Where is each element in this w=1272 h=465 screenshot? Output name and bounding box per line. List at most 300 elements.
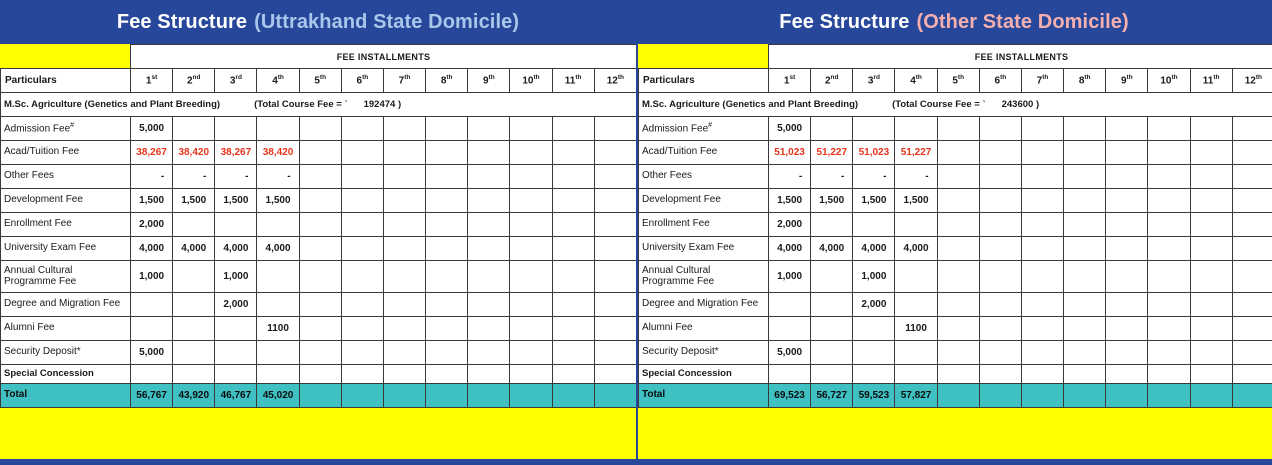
cell-installment-6 [341,293,383,317]
cell-installment-11 [1190,117,1232,141]
cell-installment-11 [1190,141,1232,165]
cell-installment-10 [1148,293,1190,317]
cell-installment-1: 2,000 [131,213,173,237]
cell-installment-10 [510,189,552,213]
cell-installment-12 [594,189,636,213]
cell-installment-4: 38,420 [257,141,299,165]
cell-installment-7 [1021,317,1063,341]
cell-installment-11 [1190,365,1232,384]
course-title-cell [1,93,637,117]
cell-installment-2: 4,000 [811,237,853,261]
cell-installment-11 [1190,341,1232,365]
cell-installment-8 [426,341,468,365]
cell-installment-12 [594,365,636,384]
total-course-fee-value: 192474 [363,99,396,110]
cell-installment-11 [552,293,594,317]
total-label: Total [639,384,769,408]
cell-installment-9 [468,261,510,293]
cell-installment-4 [895,293,937,317]
cell-installment-10 [1148,261,1190,293]
table-row [639,117,1272,141]
column-header-installment-11th: 11th [552,69,594,93]
column-header-installment-8th: 8th [1064,69,1106,93]
cell-installment-9 [1106,261,1148,293]
cell-installment-11 [1190,213,1232,237]
cell-installment-10 [510,261,552,293]
column-header-installment-12th: 12th [1232,69,1272,93]
cell-installment-1: 1,500 [769,189,811,213]
cell-installment-7 [383,165,425,189]
row-label: Admission Fee# [639,117,769,141]
cell-installment-2: - [811,165,853,189]
cell-installment-2 [811,365,853,384]
cell-installment-2: 38,420 [173,141,215,165]
cell-installment-9 [1106,365,1148,384]
cell-installment-9 [468,189,510,213]
cell-installment-3: - [853,165,895,189]
course-title-row [639,93,1272,117]
cell-installment-12 [1232,117,1272,141]
cell-installment-4 [257,213,299,237]
cell-installment-2 [811,261,853,293]
course-name: M.Sc. Agriculture (Genetics and Plant Breeding) [642,99,859,110]
cell-installment-1: 5,000 [131,341,173,365]
total-installment-8 [1064,384,1106,408]
rupee-symbol: ` [982,100,986,110]
total-installment-11 [552,384,594,408]
column-header-installment-6th: 6th [979,69,1021,93]
row-label: Enrollment Fee [639,213,769,237]
cell-installment-12 [594,117,636,141]
cell-installment-9 [1106,189,1148,213]
banner-row [1,45,637,69]
total-installment-4: 57,827 [895,384,937,408]
total-installment-7 [383,384,425,408]
row-label: Development Fee [639,189,769,213]
cell-installment-3 [853,213,895,237]
row-label: Development Fee [1,189,131,213]
cell-installment-9 [1106,237,1148,261]
cell-installment-8 [1064,237,1106,261]
cell-installment-5 [299,317,341,341]
total-installment-3: 46,767 [215,384,257,408]
total-installment-4: 45,020 [257,384,299,408]
cell-installment-8 [426,117,468,141]
cell-installment-10 [1148,213,1190,237]
cell-installment-3: 1,500 [853,189,895,213]
cell-installment-11 [1190,261,1232,293]
cell-installment-10 [510,165,552,189]
cell-installment-4 [895,117,937,141]
cell-installment-5 [937,261,979,293]
column-header-installment-2nd: 2nd [173,69,215,93]
row-label: Alumni Fee [639,317,769,341]
cell-installment-5 [937,341,979,365]
table-row [639,317,1272,341]
cell-installment-11 [1190,189,1232,213]
table-row [639,141,1272,165]
course-title-row [1,93,637,117]
cell-installment-1: - [131,165,173,189]
cell-installment-5 [937,213,979,237]
cell-installment-5 [299,293,341,317]
cell-installment-5 [299,117,341,141]
course-name: M.Sc. Agriculture (Genetics and Plant Breeding) [4,99,221,110]
banner-spacer [639,45,769,69]
cell-installment-1: 5,000 [769,341,811,365]
column-header-installment-5th: 5th [299,69,341,93]
cell-installment-8 [426,237,468,261]
row-label: Acad/Tuition Fee [639,141,769,165]
table-row [1,165,637,189]
cell-installment-8 [1064,317,1106,341]
cell-installment-3 [215,213,257,237]
table-row [1,317,637,341]
cell-installment-6 [341,341,383,365]
cell-installment-12 [1232,213,1272,237]
cell-installment-11 [1190,237,1232,261]
cell-installment-9 [1106,341,1148,365]
cell-installment-10 [510,141,552,165]
cell-installment-8 [1064,293,1106,317]
row-label: University Exam Fee [639,237,769,261]
cell-installment-9 [1106,213,1148,237]
table-row [1,141,637,165]
cell-installment-2 [811,317,853,341]
cell-installment-5 [299,189,341,213]
row-label: Enrollment Fee [1,213,131,237]
cell-installment-1: 4,000 [131,237,173,261]
column-header-installment-9th: 9th [1106,69,1148,93]
cell-installment-6 [979,141,1021,165]
cell-installment-11 [1190,293,1232,317]
cell-installment-1: 4,000 [769,237,811,261]
cell-installment-3: 1,000 [853,261,895,293]
cell-installment-4: 1,500 [257,189,299,213]
cell-installment-4: 4,000 [895,237,937,261]
cell-installment-2: 1,500 [173,189,215,213]
cell-installment-4: 1100 [895,317,937,341]
cell-installment-3: 1,000 [215,261,257,293]
table-row [639,213,1272,237]
cell-installment-1 [769,317,811,341]
cell-installment-9 [468,237,510,261]
cell-installment-7 [383,117,425,141]
table-row [639,189,1272,213]
cell-installment-7 [383,237,425,261]
cell-installment-3 [853,365,895,384]
cell-installment-11 [552,213,594,237]
cell-installment-6 [979,261,1021,293]
total-course-fee-close: ) [1033,99,1040,110]
left-title-main: Fee Structure [116,10,248,33]
cell-installment-7 [1021,341,1063,365]
cell-installment-4: 1100 [257,317,299,341]
cell-installment-10 [1148,237,1190,261]
cell-installment-6 [341,165,383,189]
total-installment-12 [594,384,636,408]
cell-installment-6 [341,213,383,237]
cell-installment-6 [979,341,1021,365]
cell-installment-12 [594,293,636,317]
cell-installment-10 [1148,341,1190,365]
cell-installment-10 [1148,165,1190,189]
row-label: Other Fees [639,165,769,189]
cell-installment-6 [979,237,1021,261]
cell-installment-8 [426,365,468,384]
table-row [639,237,1272,261]
cell-installment-6 [979,165,1021,189]
cell-installment-9 [468,341,510,365]
total-installment-8 [426,384,468,408]
row-label: Admission Fee# [1,117,131,141]
cell-installment-10 [510,293,552,317]
cell-installment-2: 4,000 [173,237,215,261]
cell-installment-8 [426,317,468,341]
total-row [639,384,1272,408]
cell-installment-8 [1064,189,1106,213]
total-course-fee-value: 243600 [1001,99,1034,110]
table-row [1,341,637,365]
cell-installment-7 [383,341,425,365]
cell-installment-12 [1232,165,1272,189]
column-header-row [1,69,637,93]
cell-installment-2: 51,227 [811,141,853,165]
table-row [1,237,637,261]
table-row [1,365,637,384]
cell-installment-7 [1021,141,1063,165]
cell-installment-3 [215,341,257,365]
cell-installment-12 [594,165,636,189]
row-label: University Exam Fee [1,237,131,261]
row-label: Degree and Migration Fee [1,293,131,317]
cell-installment-6 [979,189,1021,213]
row-label: Acad/Tuition Fee [1,141,131,165]
cell-installment-12 [1232,237,1272,261]
cell-installment-10 [510,365,552,384]
cell-installment-5 [937,165,979,189]
cell-installment-4: - [895,165,937,189]
cell-installment-9 [1106,293,1148,317]
column-header-installment-1st: 1st [131,69,173,93]
cell-installment-5 [937,293,979,317]
column-header-installment-6th: 6th [341,69,383,93]
fee-installments-banner: FEE INSTALLMENTS [131,45,637,69]
table-row [639,165,1272,189]
column-header-installment-7th: 7th [1021,69,1063,93]
cell-installment-3 [853,317,895,341]
cell-installment-3: 2,000 [215,293,257,317]
column-header-installment-9th: 9th [468,69,510,93]
cell-installment-10 [510,341,552,365]
cell-installment-2: 1,500 [811,189,853,213]
cell-installment-11 [552,365,594,384]
left-title [0,0,636,44]
cell-installment-7 [383,141,425,165]
cell-installment-8 [426,165,468,189]
row-label: Alumni Fee [1,317,131,341]
cell-installment-5 [937,365,979,384]
row-label: Other Fees [1,165,131,189]
cell-installment-3: 38,267 [215,141,257,165]
cell-installment-2 [173,341,215,365]
cell-installment-9 [468,317,510,341]
cell-installment-11 [1190,317,1232,341]
column-header-installment-11th: 11th [1190,69,1232,93]
course-title-cell [639,93,1272,117]
cell-installment-5 [937,117,979,141]
column-header-installment-3rd: 3rd [215,69,257,93]
cell-installment-2 [811,117,853,141]
table-row [1,117,637,141]
cell-installment-2 [173,317,215,341]
cell-installment-4: 4,000 [257,237,299,261]
cell-installment-12 [594,237,636,261]
cell-installment-8 [426,293,468,317]
total-installment-10 [510,384,552,408]
cell-installment-12 [1232,365,1272,384]
cell-installment-6 [341,317,383,341]
cell-installment-3: 1,500 [215,189,257,213]
cell-installment-3 [215,317,257,341]
cell-installment-1: 1,000 [769,261,811,293]
cell-installment-4 [257,117,299,141]
cell-installment-9 [468,213,510,237]
total-installment-3: 59,523 [853,384,895,408]
table-row [1,293,637,317]
cell-installment-3 [853,117,895,141]
table-row [639,341,1272,365]
column-header-installment-4th: 4th [257,69,299,93]
cell-installment-5 [299,165,341,189]
cell-installment-1: 2,000 [769,213,811,237]
cell-installment-2 [173,293,215,317]
cell-installment-8 [1064,117,1106,141]
total-course-fee-label: (Total Course Fee = [892,99,983,110]
cell-installment-10 [1148,365,1190,384]
cell-installment-3: - [215,165,257,189]
total-installment-1: 69,523 [769,384,811,408]
cell-installment-6 [341,261,383,293]
total-installment-7 [1021,384,1063,408]
table-row [639,293,1272,317]
cell-installment-11 [552,141,594,165]
cell-installment-2 [173,261,215,293]
row-label: Degree and Migration Fee [639,293,769,317]
cell-installment-4 [257,341,299,365]
column-header-installment-1st: 1st [769,69,811,93]
cell-installment-7 [383,213,425,237]
banner-spacer [1,45,131,69]
cell-installment-7 [1021,165,1063,189]
cell-installment-11 [552,261,594,293]
left-table-container [0,44,636,459]
fee-tables [0,44,1272,459]
cell-installment-2 [811,213,853,237]
total-installment-6 [341,384,383,408]
cell-installment-10 [510,117,552,141]
cell-installment-8 [1064,341,1106,365]
cell-installment-7 [1021,237,1063,261]
cell-installment-5 [937,317,979,341]
cell-installment-10 [1148,141,1190,165]
column-header-row [639,69,1272,93]
cell-installment-12 [1232,261,1272,293]
cell-installment-3 [215,365,257,384]
column-header-particulars: Particulars [639,69,769,93]
cell-installment-10 [510,317,552,341]
cell-installment-1 [769,293,811,317]
cell-installment-12 [594,341,636,365]
cell-installment-4 [257,293,299,317]
cell-installment-9 [468,141,510,165]
banner-row [639,45,1272,69]
fee-installments-banner: FEE INSTALLMENTS [769,45,1272,69]
total-installment-5 [299,384,341,408]
cell-installment-3: 4,000 [215,237,257,261]
cell-installment-12 [1232,293,1272,317]
cell-installment-1 [769,365,811,384]
cell-installment-5 [299,213,341,237]
right-title-main: Fee Structure [779,10,910,33]
row-label: Annual Cultural Programme Fee [1,261,131,293]
cell-installment-2 [173,365,215,384]
cell-installment-12 [1232,317,1272,341]
right-table-container [636,44,1272,459]
column-header-installment-10th: 10th [510,69,552,93]
cell-installment-11 [552,165,594,189]
total-course-fee-close: ) [395,99,402,110]
total-installment-2: 43,920 [173,384,215,408]
cell-installment-1: - [769,165,811,189]
cell-installment-5 [299,365,341,384]
cell-installment-1: 1,000 [131,261,173,293]
column-header-installment-2nd: 2nd [811,69,853,93]
total-installment-12 [1232,384,1272,408]
cell-installment-12 [1232,141,1272,165]
cell-installment-7 [1021,293,1063,317]
cell-installment-5 [937,189,979,213]
cell-installment-6 [341,365,383,384]
cell-installment-9 [468,117,510,141]
total-label: Total [1,384,131,408]
cell-installment-9 [1106,141,1148,165]
total-installment-6 [979,384,1021,408]
cell-installment-8 [1064,213,1106,237]
cell-installment-9 [1106,117,1148,141]
column-header-installment-12th: 12th [594,69,636,93]
cell-installment-6 [979,293,1021,317]
column-header-installment-8th: 8th [426,69,468,93]
cell-installment-7 [1021,117,1063,141]
cell-installment-9 [468,165,510,189]
cell-installment-10 [1148,117,1190,141]
cell-installment-11 [552,341,594,365]
cell-installment-7 [1021,261,1063,293]
cell-installment-12 [594,261,636,293]
cell-installment-11 [552,117,594,141]
cell-installment-8 [426,261,468,293]
column-header-installment-3rd: 3rd [853,69,895,93]
cell-installment-12 [1232,189,1272,213]
cell-installment-6 [341,117,383,141]
cell-installment-8 [1064,365,1106,384]
cell-installment-2 [811,341,853,365]
cell-installment-10 [1148,189,1190,213]
cell-installment-6 [979,365,1021,384]
total-row [1,384,637,408]
cell-installment-9 [1106,165,1148,189]
